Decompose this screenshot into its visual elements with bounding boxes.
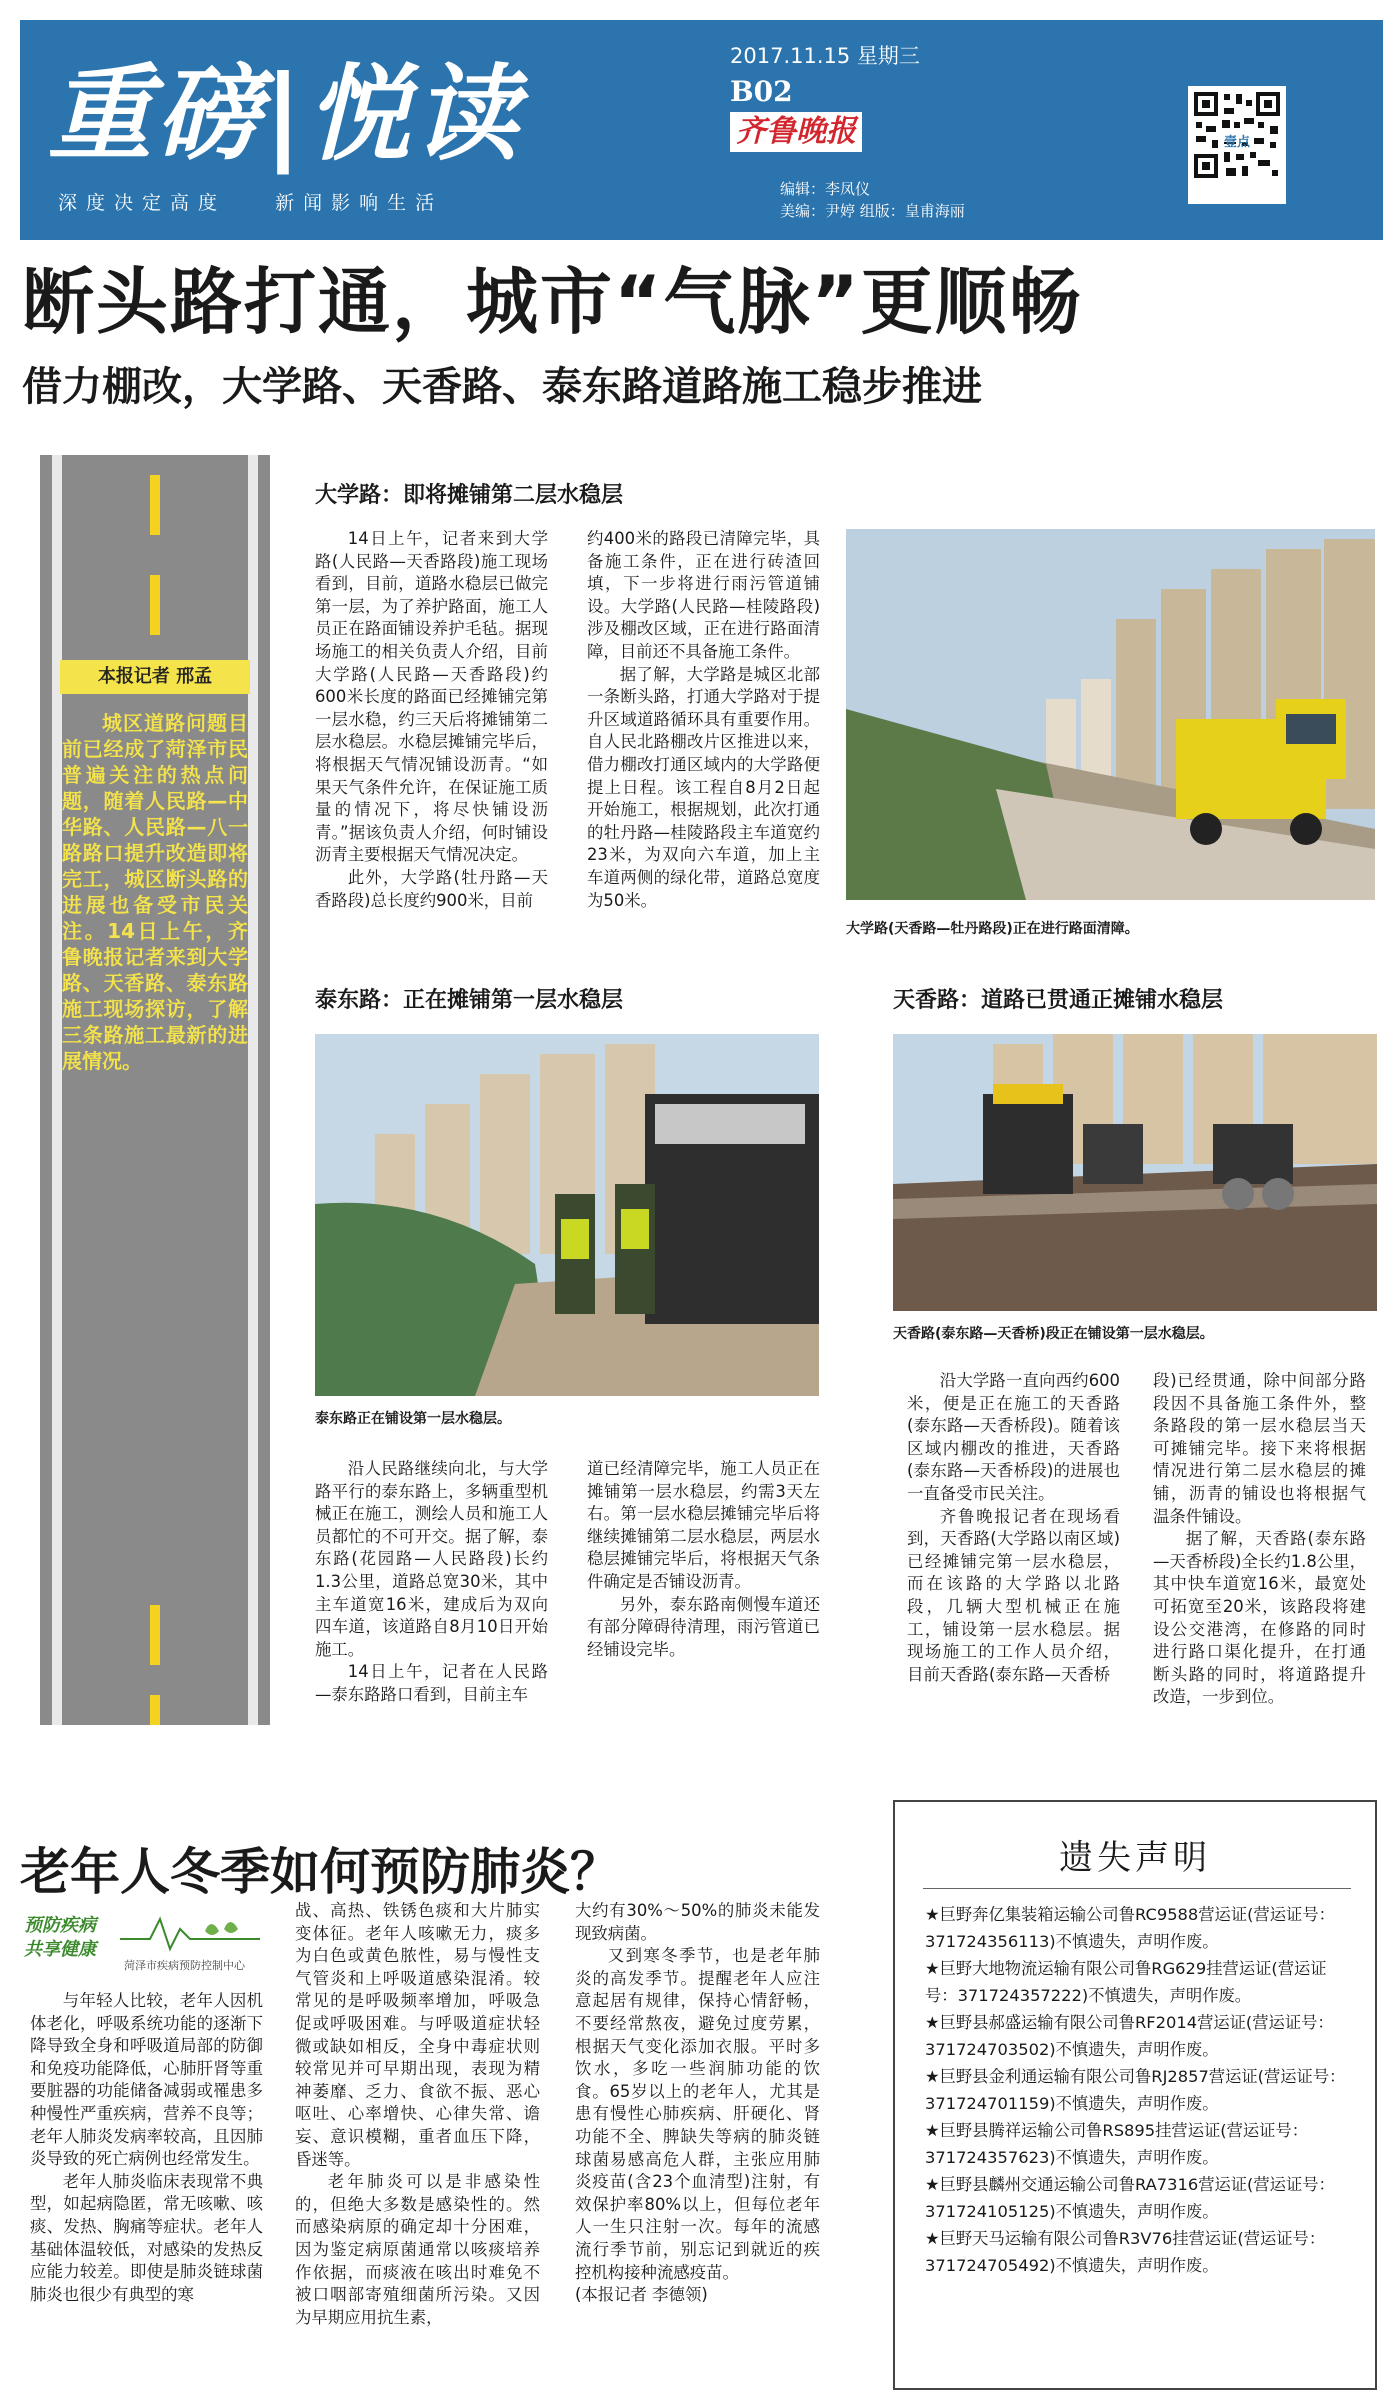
health-logo bbox=[20, 1905, 260, 1983]
lost-notice-list bbox=[925, 1902, 1353, 2280]
taidong-col2-para1: 道已经清障完毕，施工人员正在摊铺第一层水稳层，约需3天左右。第一层水稳层摊铺完毕后将继续摊铺第二层水稳层，两层水稳层摊铺完毕后，将根据天气条件确定是否铺设沥青。 bbox=[587, 1459, 820, 1591]
tianxiang-col2 bbox=[1153, 1370, 1366, 1709]
daxue-col2-para1: 约400米的路段已清障完毕，具备施工条件，正在进行砖渣回填，下一步将进行雨污管道铺设。大学路(人民路—桂陵路段)涉及棚改区域，正在进行路面清障，目前还不具备施工条件。 bbox=[587, 529, 820, 661]
health-col2-para2: 老年肺炎可以是非感染性的，但绝大多数是感染性的。然而感染病原的确定却十分困难，因为鉴定病原菌通常以咳痰培养作依据，而痰液在咳出时难免不被口咽部寄殖细菌所污染。又因为早期应用抗生素， bbox=[295, 2172, 540, 2327]
qr-label: 壹点 bbox=[1223, 135, 1250, 150]
daxue-col2 bbox=[587, 528, 820, 912]
taidong-photo bbox=[315, 1034, 819, 1396]
logo-org: 菏泽市疾病预防控制中心 bbox=[124, 1959, 245, 1972]
taidong-col1 bbox=[315, 1458, 548, 1707]
daxue-section-title: 大学路：即将摊铺第二层水稳层 bbox=[315, 483, 624, 508]
lost-notice-box bbox=[893, 1800, 1377, 2390]
reporter-tag: 本报记者 邢孟 bbox=[60, 660, 250, 694]
health-col2-para1: 战、高热、铁锈色痰和大片肺实变体征。老年人咳嗽无力，痰多为白色或黄色脓性，易与慢性支气管炎和上呼吸道感染混淆。较常见的是呼吸频率增加，呼吸急促或呼吸困难。与呼吸道症状轻微或缺如相反，全身中毒症状则较常见并可早期出现，表现为精神萎靡、乏力、食欲不振、恶心呕吐、心率增快、心律失常、谵妄、意识模糊，重者血压下降，昏迷等。 bbox=[295, 1901, 540, 2169]
page-number: B02 bbox=[730, 75, 793, 108]
list-item: ★巨野大地物流运输有限公司鲁RG629挂营运证(营运证号：371724357222)不慎遗失，声明作废。 bbox=[925, 1959, 1327, 2005]
taidong-col2-para2: 另外，泰东路南侧慢车道还有部分障碍待清理，雨污管道已经铺设完毕。 bbox=[587, 1594, 820, 1659]
tianxiang-col2-para2: 据了解，天香路(泰东路—天香桥段)全长约1.8公里，其中快车道宽16米，最宽处可拓宽至20米，该路段将建设公交港湾，在修路的同时进行路口渠化提升，在打通断头路的同时，将道路提升改造，一步到位。 bbox=[1153, 1529, 1366, 1707]
masthead bbox=[20, 22, 710, 192]
health-col3 bbox=[575, 1900, 820, 2307]
health-col2 bbox=[295, 1900, 540, 2329]
issue-date: 2017.11.15 星期三 bbox=[730, 44, 920, 68]
newspaper-brand: 齐鲁晚报 bbox=[730, 112, 862, 152]
taidong-col2 bbox=[587, 1458, 820, 1661]
tianxiang-col1-para1: 沿大学路一直向西约600米，便是正在施工的天香路(泰东路—天香桥段)。随着该区域内棚改的推进，天香路(泰东路—天香桥段)的进展也一直备受市民关注。 bbox=[907, 1371, 1120, 1503]
sub-headline: 借力棚改，大学路、天香路、泰东路道路施工稳步推进 bbox=[22, 364, 982, 410]
taidong-col1-para1: 沿人民路继续向北，与大学路平行的泰东路上，多辆重型机械正在施工，测绘人员和施工人员都忙的不可开交。据了解，泰东路(花园路—人民路段)长约1.3公里，道路总宽30米，其中主车道宽16米，建成后为双向四车道，该道路自8月10日开始施工。 bbox=[315, 1459, 548, 1659]
health-col3-para1: 大约有30%～50%的肺炎未能发现致病菌。 bbox=[575, 1901, 820, 1943]
daxue-col2-para2: 据了解，大学路是城区北部一条断头路，打通大学路对于提升区域道路循环具有重要作用。自人民北路棚改片区推进以来，借力棚改打通区域内的大学路便提上日程。该工程自8月2日起开始施工，根据规划，此次打通的牡丹路—桂陵路段主车道宽约23米，为双向六车道，加上主车道两侧的绿化带，道路总宽度为50米。 bbox=[587, 664, 820, 910]
designer-credit: 美编：尹婷 组版：皇甫海丽 bbox=[780, 202, 965, 220]
lead-box bbox=[60, 660, 250, 1170]
tianxiang-photo bbox=[893, 1034, 1377, 1311]
main-headline: 断头路打通，城市“气脉”更顺畅 bbox=[22, 260, 1083, 344]
daxue-col1-para1: 14日上午，记者来到大学路(人民路—天香路段)施工现场看到，目前，道路水稳层已做完第一层，为了养护路面，施工人员正在路面铺设养护毛毡。据现场施工的相关负责人介绍，目前大学路(人民路—天香路段)约600米长度的路面已经摊铺完第一层水稳，约三天后将摊铺第二层水稳层。水稳层摊铺完毕后，将根据天气情况铺设沥青。“如果天气条件允许，在保证施工质量的情况下，将尽快铺设沥青。”据该负责人介绍，何时铺设沥青主要根据天气情况决定。 bbox=[315, 529, 548, 865]
tianxiang-col2-para1: 段)已经贯通，除中间部分路段因不具备施工条件外，整条路段的第一层水稳层当天可摊铺完毕。接下来将根据情况进行第二层水稳层的摊铺，沥青的铺设也将根据气温条件铺设。 bbox=[1153, 1371, 1366, 1526]
taidong-col1-para2: 14日上午，记者在人民路—泰东路路口看到，目前主车 bbox=[315, 1662, 548, 1704]
taidong-photo-caption: 泰东路正在铺设第一层水稳层。 bbox=[315, 1411, 511, 1427]
heartbeat-icon bbox=[120, 1909, 260, 1955]
health-col3-para2: 又到寒冬季节，也是老年肺炎的高发季节。提醒老年人应注意起居有规律，保持心情舒畅，不要经常熬夜，避免过度劳累，根据天气变化添加衣服。平时多饮水，多吃一些润肺功能的饮食。65岁以上的老年人，尤其是患有慢性心肺疾病、肝硬化、肾功能不全、脾缺失等病的肺炎链球菌易感高危人群，主张应用肺炎疫苗(含23个血清型)注射，有效保护率80%以上，但每位老年人一生只注射一次。每年的流感流行季节前，别忘记到就近的疾控机构接种流感疫苗。 bbox=[575, 1946, 820, 2282]
list-item: ★巨野天马运输有限公司鲁R3V76挂营运证(营运证号：371724705492)不慎遗失，声明作废。 bbox=[925, 2229, 1326, 2275]
taidong-section-title: 泰东路：正在摊铺第一层水稳层 bbox=[315, 988, 624, 1013]
qr-code-icon[interactable] bbox=[1188, 86, 1286, 204]
health-col1 bbox=[30, 1990, 263, 2306]
daxue-col1 bbox=[315, 528, 548, 912]
health-byline: (本报记者 李德领) bbox=[575, 2285, 708, 2305]
tianxiang-col1 bbox=[907, 1370, 1120, 1686]
health-col1-para2: 老年人肺炎临床表现常不典型，如起病隐匿，常无咳嗽、咳痰、发热、胸痛等症状。老年人基础体温较低，对感染的发热反应能力较差。即使是肺炎链球菌肺炎也很少有典型的寒 bbox=[30, 2171, 263, 2304]
slogan-right: 新闻影响生活 bbox=[275, 192, 444, 214]
tianxiang-col1-para2: 齐鲁晚报记者在现场看到，天香路(大学路以南区域)已经摊铺完第一层水稳层，而在该路的大学路以北路段，几辆大型机械正在施工，铺设第一层水稳层。据现场施工的工作人员介绍，目前天香路(泰东路—天香桥 bbox=[907, 1506, 1120, 1684]
daxue-photo bbox=[846, 529, 1375, 900]
list-item: ★巨野奔亿集装箱运输公司鲁RC9588营运证(营运证号：371724356113)不慎遗失，声明作废。 bbox=[925, 1905, 1335, 1951]
logo-line1: 预防疾病 bbox=[24, 1915, 96, 1936]
lead-text: 城区道路问题目前已经成了菏泽市民普遍关注的热点问题，随着人民路—中华路、人民路—八一路路口提升改造即将完工，城区断头路的进展也备受市民关注。14日上午，齐鲁晚报记者来到大学路、天香路、泰东路施工现场探访，了解三条路施工最新的进展情况。 bbox=[62, 711, 248, 1073]
masthead-title: 重磅|悦读 bbox=[48, 53, 522, 175]
health-col1-para1: 与年轻人比较，老年人因机体老化，呼吸系统功能的逐渐下降导致全身和呼吸道局部的防御和免疫功能降低，心肺肝肾等重要脏器的功能储备减弱或罹患多种慢性严重疾病，营养不良等；老年人肺炎发病率较高，且因肺炎导致的死亡病例也经常发生。 bbox=[30, 1991, 263, 2169]
logo-line2: 共享健康 bbox=[24, 1939, 96, 1960]
list-item: ★巨野县郝盛运输有限公司鲁RF2014营运证(营运证号：371724703502)不慎遗失，声明作废。 bbox=[925, 2013, 1334, 2059]
tianxiang-photo-caption: 天香路(泰东路—天香桥)段正在铺设第一层水稳层。 bbox=[893, 1326, 1214, 1342]
list-item: ★巨野县金利通运输有限公司鲁RJ2857营运证(营运证号：371724701159)不慎遗失，声明作废。 bbox=[925, 2067, 1346, 2113]
editor-credit: 编辑：李凤仪 bbox=[780, 180, 871, 198]
masthead-slogan bbox=[58, 188, 698, 218]
daxue-photo-caption: 大学路(天香路—牡丹路段)正在进行路面清障。 bbox=[846, 921, 1139, 937]
list-item: ★巨野县麟州交通运输公司鲁RA7316营运证(营运证号：371724105125)不慎遗失，声明作废。 bbox=[925, 2175, 1335, 2221]
list-item: ★巨野县腾祥运输公司鲁RS895挂营运证(营运证号：371724357623)不慎遗失，声明作废。 bbox=[925, 2121, 1309, 2167]
health-headline: 老年人冬季如何预防肺炎？ bbox=[20, 1843, 620, 1901]
tianxiang-section-title: 天香路：道路已贯通正摊铺水稳层 bbox=[893, 988, 1224, 1013]
lost-notice-title: 遗失声明 bbox=[1059, 1838, 1211, 1878]
daxue-col1-para2: 此外，大学路(牡丹路—天香路段)总长度约900米，目前 bbox=[315, 867, 548, 910]
lost-notice-divider bbox=[923, 1888, 1351, 1889]
slogan-left: 深度决定高度 bbox=[58, 192, 227, 214]
